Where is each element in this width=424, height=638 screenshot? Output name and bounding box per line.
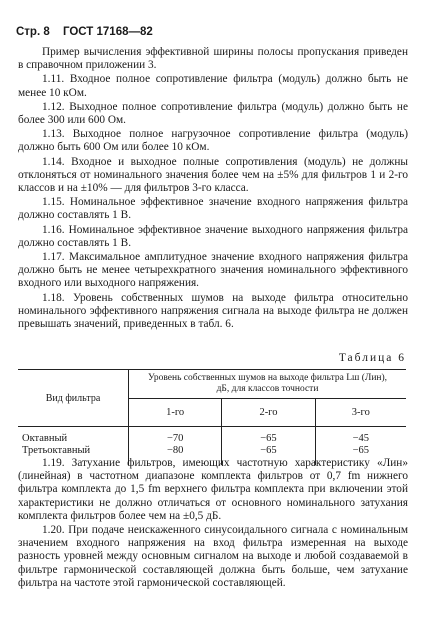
table-row	[18, 427, 406, 446]
col-header-filter: Вид фильтра	[18, 370, 129, 427]
paragraph: 1.17. Максимальное амплитудное значение входного напряжения фильтра должно быть не менее четырехкратного значения номинального эффективного входного или выходного напряжения.	[18, 251, 408, 290]
class-header: 1-го	[129, 399, 222, 427]
class-header: 2-го	[222, 399, 315, 427]
paragraph: 1.13. Выходное полное нагрузочное сопротивление фильтра (модуль) должно быть 600 Ом или более 10 кОм.	[18, 128, 408, 154]
paragraph: 1.20. При подаче неискаженного синусоидального сигнала с номинальным значением входного напряжения на вход фильтра измеренная на выходе разность уровней между основным сигналом на выходе и любой создаваемой в фильтре гармонической составляющей должна быть больше, чем затухание фильтра на частоте этой гармонической составляющей.	[18, 524, 408, 589]
paragraph: 1.14. Входное и выходное полные сопротивления (модуль) не должны отклоняться от номинального значения более чем на ±5% для фильтров 1 и 2-го классов и на ±10% — для фильтров 3-го класса.	[18, 155, 408, 195]
class-header: 3-го	[315, 399, 406, 427]
cell: −70	[129, 427, 222, 446]
standard-code: ГОСТ 17168—82	[62, 26, 153, 38]
paragraph: 1.12. Выходное полное сопротивление фильтра (модуль) должно быть не более 300 или 600 Ом.	[18, 100, 408, 127]
cell: −80	[129, 445, 222, 465]
page-number: Стр. 8	[16, 26, 50, 38]
paragraph: 1.16. Номинальное эффективное значение выходного напряжения фильтра должно составлять 1 В.	[18, 223, 408, 249]
cell: −45	[315, 427, 406, 446]
page-header	[16, 26, 163, 38]
noise-level-table	[18, 369, 406, 465]
col-header-group: Уровень собственных шумов на выходе фильтра Lш (Лин), дБ, для классов точности	[129, 370, 407, 399]
table-caption: Таблица 6	[338, 352, 406, 364]
paragraph: 1.15. Номинальное эффективное значение входного напряжения фильтра должно составлять 1 В.	[18, 196, 408, 222]
row-name: Октавный	[22, 433, 68, 444]
text-block-bottom	[18, 457, 408, 591]
cell: −65	[222, 445, 315, 465]
cell: −65	[315, 445, 406, 465]
text-block-top	[18, 46, 408, 332]
row-name: Третьоктавный	[22, 445, 91, 456]
paragraph: 1.18. Уровень собственных шумов на выходе фильтра относительно номинального эффективного напряжения сигнала на выходе фильтра не должен превышать значений, приведенных в табл. 6.	[18, 291, 408, 331]
paragraph: 1.19. Затухание фильтров, имеющих частотную характеристику «Лин» (линейная) в частотном диапазоне комплекта фильтров от 0,7 fm нижнего фильтра комплекта до 1,5 fm верхнего фильтра комплекта при включении этой характеристики не должно отличаться от основного номинального затухания комплекта фильтров более чем на ±0,5 дБ.	[18, 457, 408, 522]
paragraph: Пример вычисления эффективной ширины полосы пропускания приведен в справочном приложении 3.	[18, 46, 408, 72]
paragraph: 1.11. Входное полное сопротивление фильтра (модуль) должно быть не менее 10 кОм.	[18, 73, 408, 99]
cell: −65	[222, 427, 315, 446]
